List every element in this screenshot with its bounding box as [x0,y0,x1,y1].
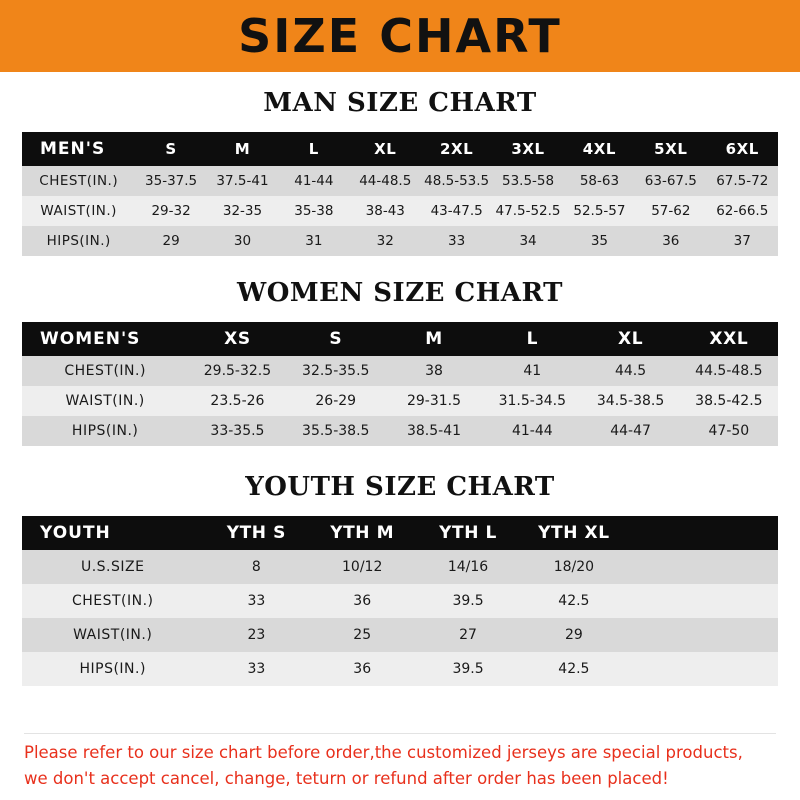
table-cell: 32.5-35.5 [302,363,370,379]
table-cell: 34 [519,233,537,249]
column-header: M [425,329,443,349]
row-label: CHEST(IN.) [64,363,146,379]
youth-section-title: YOUTH SIZE CHART [245,472,555,502]
table-row [22,652,778,686]
row-label: WAIST(IN.) [40,203,117,219]
men-size-table [22,132,778,256]
table-cell: 23 [247,627,266,643]
table-cell-empty [627,652,778,686]
notice-line-2: we don't accept cancel, change, teturn or refund after order has been placed! [24,769,669,788]
row-label: HIPS(IN.) [79,661,146,677]
table-cell: 42.5 [558,661,590,677]
table-row [22,550,778,584]
column-header: XL [618,329,644,349]
column-header: 6XL [725,140,759,158]
table-row [22,618,778,652]
table-cell: 26-29 [315,393,357,409]
page-title: SIZE CHART [238,9,562,63]
table-cell: 37 [733,233,751,249]
table-cell: 36 [662,233,680,249]
table-cell: 67.5-72 [716,173,769,189]
table-cell: 39.5 [452,593,484,609]
table-row [22,386,778,416]
men-section-title: MAN SIZE CHART [263,88,537,118]
table-cell: 29-31.5 [406,393,462,409]
divider [24,733,776,734]
table-cell: 33 [448,233,466,249]
table-header-row [22,516,778,550]
table-cell: 31 [305,233,323,249]
column-header: MEN'S [40,139,106,159]
table-cell: 38.5-41 [406,423,462,439]
table-row [22,226,778,256]
table-cell: 57-62 [651,203,691,219]
table-cell: 47-50 [708,423,750,439]
table-cell: 31.5-34.5 [498,393,566,409]
table-cell: 44.5-48.5 [695,363,763,379]
table-cell: 44.5 [614,363,647,379]
table-cell: 53.5-58 [501,173,555,189]
column-header: XXL [709,329,749,349]
table-cell: 41-44 [511,423,553,439]
table-cell: 27 [459,627,477,643]
women-section [0,278,800,446]
column-header: XS [224,329,251,349]
table-cell: 38.5-42.5 [695,393,763,409]
row-label: U.S.SIZE [80,559,145,575]
notice [0,723,800,792]
row-label: CHEST(IN.) [71,593,154,609]
table-cell: 29-32 [151,203,191,219]
column-header: S [165,140,177,158]
table-cell: 38-43 [365,203,405,219]
column-header: 4XL [582,140,617,158]
table-cell: 35 [590,233,609,249]
row-label: HIPS(IN.) [71,423,139,439]
column-header: YOUTH [40,523,111,543]
table-header-row [22,132,778,166]
table-cell: 48.5-53.5 [424,173,490,189]
table-cell: 36 [353,593,372,609]
table-cell: 44-48.5 [359,173,412,189]
table-row [22,166,778,196]
table-cell: 41-44 [294,173,334,189]
table-cell: 36 [353,661,372,677]
column-header: 2XL [439,140,474,158]
row-label: WAIST(IN.) [65,393,145,409]
table-cell: 32 [376,233,394,249]
table-cell: 39.5 [452,661,484,677]
column-header: YTH L [439,523,497,543]
banner [0,0,800,72]
table-cell: 62-66.5 [716,203,769,219]
table-cell: 43-47.5 [430,203,483,219]
row-label: HIPS(IN.) [46,233,111,249]
table-cell-empty [627,618,778,652]
table-cell: 29 [564,627,583,643]
table-cell: 41 [523,363,542,379]
table-cell: 37.5-41 [216,173,269,189]
table-cell: 32-35 [222,203,263,219]
men-section [0,88,800,256]
youth-section [0,472,800,686]
table-cell: 10/12 [342,559,383,575]
column-header: 3XL [511,140,545,158]
table-cell: 47.5-52.5 [495,203,561,219]
table-cell: 63-67.5 [644,173,697,189]
table-row [22,196,778,226]
column-header: M [234,140,251,158]
table-cell: 30 [233,233,252,249]
column-header: XL [374,140,397,158]
table-cell: 35-38 [294,203,334,219]
table-cell: 35-37.5 [145,173,198,189]
table-row [22,356,778,386]
table-header-row [22,322,778,356]
table-cell: 29 [162,233,180,249]
notice-line-1: Please refer to our size chart before order,the customized jerseys are special products, [24,743,743,762]
column-header: YTH S [226,523,286,543]
table-cell: 14/16 [447,559,489,575]
women-size-table [22,322,778,446]
table-cell: 29.5-32.5 [203,363,272,379]
table-cell: 38 [425,363,443,379]
table-cell: 23.5-26 [210,393,265,409]
table-cell: 33-35.5 [210,423,265,439]
women-section-title: WOMEN SIZE CHART [237,278,563,308]
column-header: S [329,329,343,349]
column-header: WOMEN'S [40,329,141,349]
table-cell: 35.5-38.5 [302,423,370,439]
table-cell: 44-47 [610,423,651,439]
youth-size-table [22,516,778,686]
table-cell: 25 [353,627,372,643]
row-label: WAIST(IN.) [73,627,153,643]
column-header-empty [627,516,778,550]
column-header: YTH XL [538,523,610,543]
table-row [22,584,778,618]
column-header: L [308,140,319,158]
table-row [22,416,778,446]
table-cell: 42.5 [558,593,590,609]
table-cell-empty [627,584,778,618]
table-cell: 33 [247,661,266,677]
table-cell: 18/20 [553,559,595,575]
table-cell: 52.5-57 [573,203,626,219]
row-label: CHEST(IN.) [39,173,119,189]
table-cell: 58-63 [579,173,620,189]
table-cell: 8 [251,559,261,575]
column-header: 5XL [654,140,688,158]
table-cell-empty [627,550,778,584]
table-cell: 33 [247,593,266,609]
column-header: YTH M [330,523,395,543]
table-cell: 34.5-38.5 [596,393,665,409]
column-header: L [526,329,539,349]
